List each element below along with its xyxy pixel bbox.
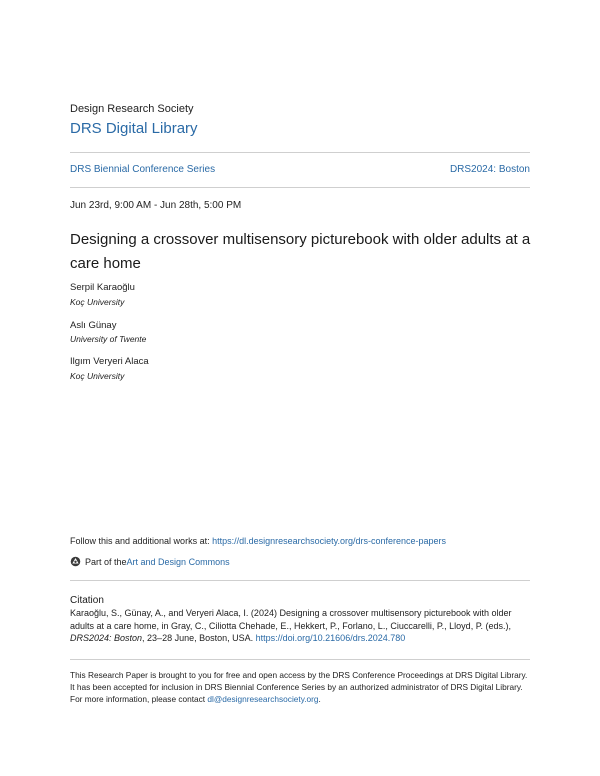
partof-prefix: Part of the [85,556,127,567]
author-name: Aslı Günay [70,320,117,331]
divider [70,659,530,660]
author-affiliation: Koç University [70,297,125,307]
follow-line [70,536,446,546]
date-range: Jun 23rd, 9:00 AM - Jun 28th, 5:00 PM [70,200,242,211]
access-notice [70,669,532,705]
organization-name: Design Research Society [70,103,194,115]
contact-email-link[interactable]: dl@designresearchsociety.org [207,694,319,704]
follow-url-link[interactable]: https://dl.designresearchsociety.org/drs-conference-papers [212,536,447,546]
notice-end: . [318,694,321,704]
library-link[interactable]: DRS Digital Library [70,120,198,137]
citation-part1: Karaoğlu, S., Günay, A., and Veryeri Alaca, I. (2024) Designing a crossover multisensory picturebook with older adults at a care home, in Gray, C., Ciliotta Chehade, E., Hekkert, P., Forlano, L., Ciuccarelli, P., Lloyd, P. (eds.), [70,608,512,631]
commons-icon [70,556,81,567]
series-link[interactable]: DRS Biennial Conference Series [70,164,216,175]
divider [70,152,530,153]
author-name: Ilgım Veryeri Alaca [70,356,149,367]
paper-title: Designing a crossover multisensory picturebook with older adults at a care home [70,231,531,272]
author-affiliation: Koç University [70,371,125,381]
author-name: Serpil Karaoğlu [70,282,135,293]
citation-text [70,607,532,645]
commons-link[interactable]: Art and Design Commons [126,556,230,567]
divider [70,187,530,188]
follow-prefix: Follow this and additional works at: [70,536,213,546]
part-of-line [70,556,230,567]
notice-text: This Research Paper is brought to you for free and open access by the DRS Conference Proceedings at DRS Digital Library. It has been accepted for inclusion in DRS Biennial Conference Series by an authorized administrator of DRS Digital Library. For more information, please contact [70,670,528,704]
citation-proceedings: DRS2024: Boston [70,633,143,643]
author-affiliation: University of Twente [70,334,147,344]
doi-link[interactable]: https://doi.org/10.21606/drs.2024.780 [255,633,406,643]
citation-part2: , 23–28 June, Boston, USA. [142,633,256,643]
event-link[interactable]: DRS2024: Boston [449,164,530,175]
citation-heading: Citation [70,595,104,606]
divider [70,580,530,581]
